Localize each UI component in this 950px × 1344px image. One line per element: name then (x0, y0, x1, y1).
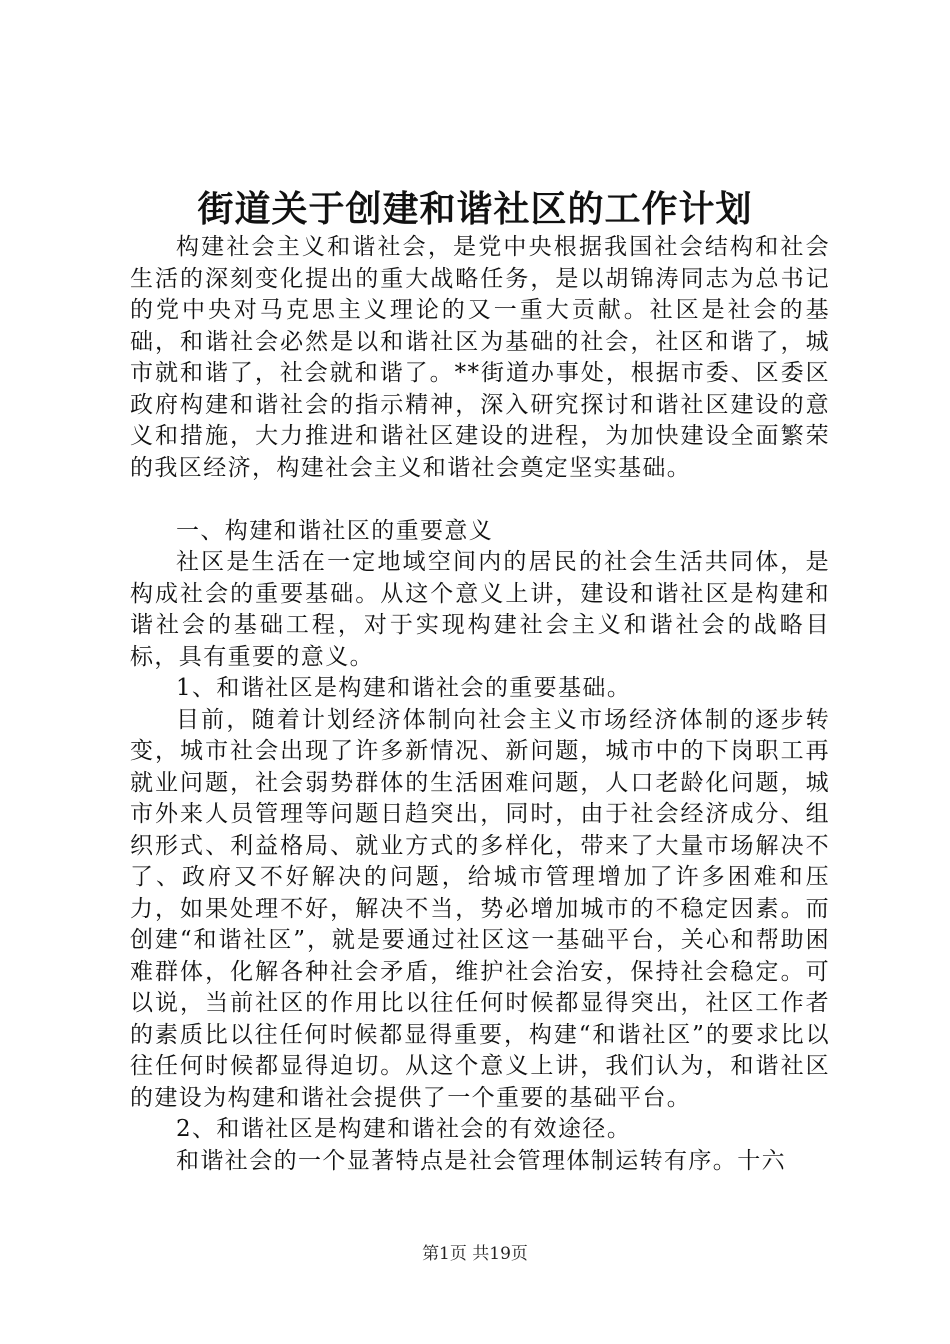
paragraph-current-situation: 目前，随着计划经济体制向社会主义市场经济体制的逐步转变，城市社会出现了许多新情况、新问题，城市中的下岗职工再就业问题，社会弱势群体的生活困难问题，人口老龄化问题，城市外来人员管理等问题日趋突出，同时，由于社会经济成分、组织形式、利益格局、就业方式的多样化，带来了大量市场解决不了、政府又不好解决的问题，给城市管理增加了许多困难和压力，如果处理不好，解决不当，势必增加城市的不稳定因素。而创建“和谐社区”，就是要通过社区这一基础平台，关心和帮助困难群体，化解各种社会矛盾，维护社会治安，保持社会稳定。可以说，当前社区的作用比以往任何时候都显得突出，社区工作者的素质比以往任何时候都显得重要，构建“和谐社区”的要求比以往任何时候都显得迫切。从这个意义上讲，我们认为，和谐社区的建设为构建和谐社会提供了一个重要的基础平台。 (130, 706, 830, 1111)
paragraph-intro: 构建社会主义和谐社会，是党中央根据我国社会结构和社会生活的深刻变化提出的重大战略任务，是以胡锦涛同志为总书记的党中央对马克思主义理论的又一重大贡献。社区是社会的基础，和谐社会必然是以和谐社区为基础的社会，社区和谐了，城市就和谐了，社会就和谐了。**街道办事处，根据市委、区委区政府构建和谐社会的指示精神，深入研究探讨和谐社区建设的意义和措施，大力推进和谐社区建设的进程，为加快建设全面繁荣的我区经济，构建社会主义和谐社会奠定坚实基础。 (130, 234, 830, 481)
subheading-effective-path: 2、和谐社区是构建和谐社会的有效途径。 (176, 1116, 632, 1142)
paragraph-community-definition: 社区是生活在一定地域空间内的居民的社会生活共同体，是构成社会的重要基础。从这个意义上讲，建设和谐社区是构建和谐社会的基础工程，对于实现构建社会主义和谐社会的战略目标，具有重要的意义。 (130, 549, 830, 670)
document-body (130, 232, 830, 1177)
section-heading-significance: 一、构建和谐社区的重要意义 (176, 517, 494, 544)
subheading-foundation: 1、和谐社区是构建和谐社会的重要基础。 (176, 675, 632, 701)
paragraph-harmonious-society: 和谐社会的一个显著特点是社会管理体制运转有序。十六 (176, 1147, 786, 1174)
document-title: 街道关于创建和谐社区的工作计划 (197, 188, 753, 230)
paragraph-spacer (130, 484, 830, 516)
page-number-footer: 第1页 共19页 (422, 1244, 528, 1264)
